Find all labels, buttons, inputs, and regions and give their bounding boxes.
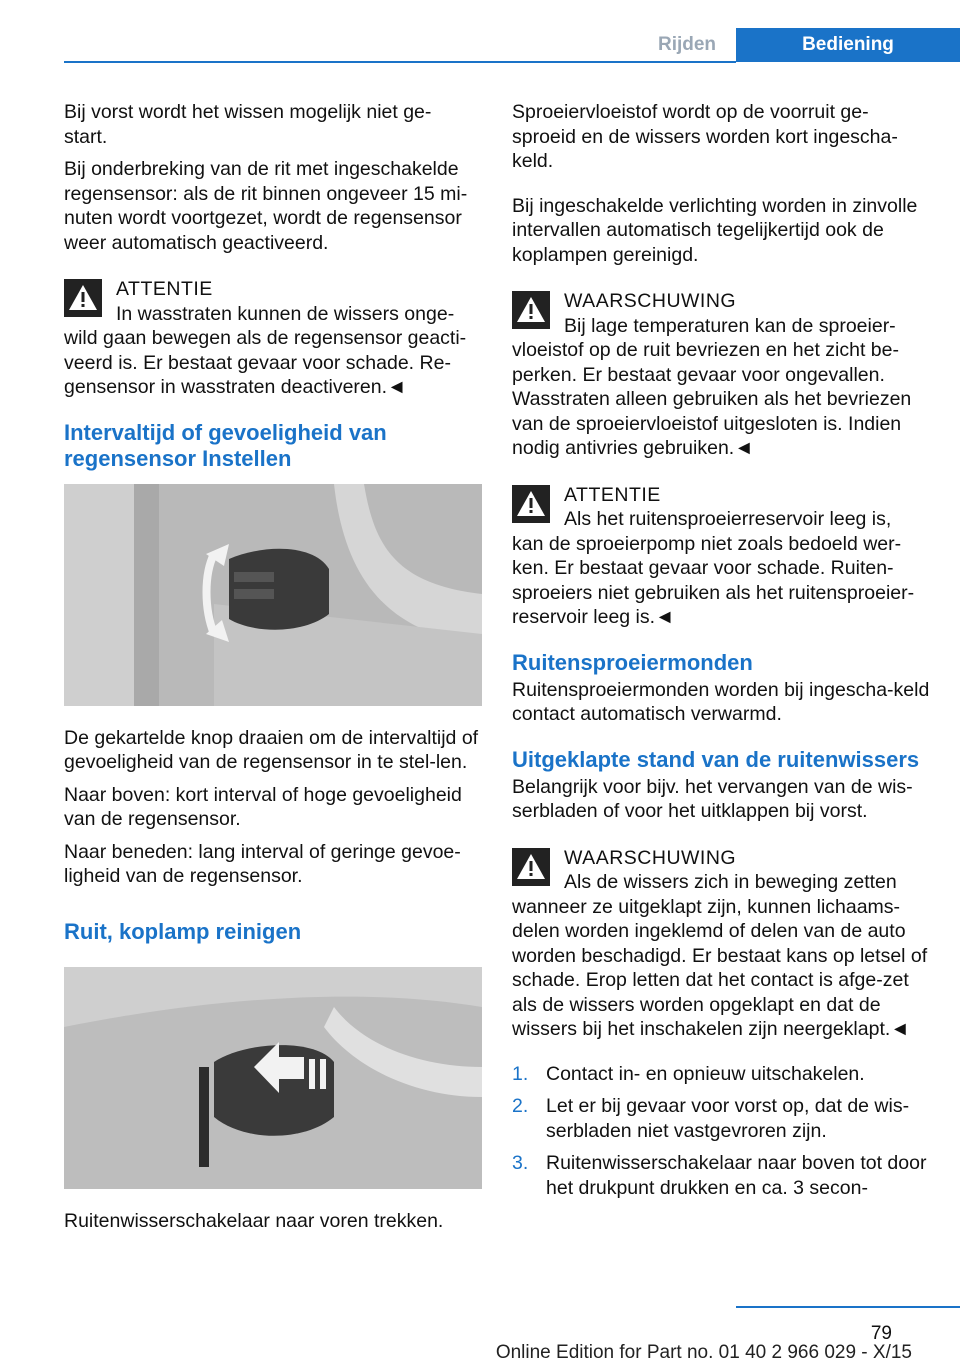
- warning-box: [64, 277, 482, 400]
- wiper-switch-pull-image: [64, 967, 482, 1189]
- step-number: 1.: [512, 1062, 529, 1085]
- warning-text: Als de wissers zich in beweging zetten: [564, 871, 897, 893]
- warning-text: In wasstraten kunnen de wissers onge-: [116, 302, 455, 325]
- paragraph: Belangrijk voor bijv. het vervangen van de wis-serbladen of voor het uitklappen bij vorst.: [512, 775, 913, 822]
- paragraph: Sproeiervloeistof wordt op de voorruit ge-sproeid en de wissers worden kort ingescha-keld.: [512, 101, 898, 172]
- paragraph: Naar boven: kort interval of hoge gevoeligheid van de regensensor.: [64, 783, 462, 830]
- edition-footer[interactable]: Online Edition for Part no. 01 40 2 966 029 - X/15: [495, 1342, 912, 1363]
- list-item: [512, 1151, 930, 1200]
- warning-text: wild gaan bewegen als de regensensor geacti-veerd is. Er bestaat gevaar voor schade. Re-gensensor in wasstraten deactiveren.◄: [64, 327, 467, 398]
- paragraph: Bij ingeschakelde verlichting worden in zinvolle intervallen automatisch tegelijkertijd ook de koplampen gereinigd.: [512, 194, 918, 266]
- step-text: Ruitenwisserschakelaar naar boven tot door het drukpunt drukken en ca. 3 secon-: [546, 1152, 927, 1199]
- step-text: Let er bij gevaar voor vorst op, dat de wis-serbladen niet vastgevroren zijn.: [546, 1095, 910, 1142]
- paragraph: Bij onderbreking van de rit met ingeschakelde regensensor: als de rit binnen ongeveer 15 mi-nuten wordt voortgezet, wordt de regensensor weer automatisch geactiveerd.: [64, 158, 468, 254]
- paragraph: De gekartelde knop draaien om de intervaltijd of gevoeligheid van de regensensor in te stel-len.: [64, 726, 479, 773]
- tab-rijden[interactable]: Rijden: [657, 33, 717, 55]
- tab-bediening[interactable]: Bediening: [736, 28, 960, 62]
- step-number: 2.: [512, 1095, 529, 1117]
- footer-divider: [736, 1306, 960, 1308]
- step-text: Contact in- en opnieuw uitschakelen.: [546, 1062, 865, 1085]
- warning-title: ATTENTIE: [564, 483, 661, 506]
- step-number: 3.: [512, 1152, 529, 1174]
- warning-text: Bij lage temperaturen kan de sproeier-: [564, 314, 896, 337]
- header-tabs: [638, 28, 960, 62]
- warning-box: [512, 483, 930, 630]
- warning-text: vloeistof op de ruit bevriezen en het zicht be-perken. Er bestaat gevaar voor ongevallen. Wasstraten alleen gebruiken als het bevriezen van de sproeiervloeistof uitgesloten is. Indien nodig antivries gebruiken.◄: [512, 339, 912, 459]
- warning-icon: [512, 848, 550, 886]
- paragraph: Bij vorst wordt het wissen mogelijk niet ge- start.: [64, 101, 432, 148]
- warning-icon: [512, 291, 550, 329]
- section-heading: Ruit, koplamp reinigen: [64, 918, 302, 944]
- warning-icon: [64, 279, 102, 317]
- steps-list: [512, 1062, 930, 1201]
- section-heading: Uitgeklapte stand van de ruitenwissers: [512, 746, 920, 772]
- warning-icon: [512, 485, 550, 523]
- warning-text: kan de sproeierpomp niet zoals bedoeld wer-ken. Er bestaat gevaar voor schade. Ruiten-sproeiers niet gebruiken als het ruitensproeier-reservoir leeg is.◄: [512, 532, 915, 628]
- warning-title: WAARSCHUWING: [564, 846, 737, 869]
- right-column: [512, 100, 930, 1208]
- page-number: 79: [870, 1323, 892, 1344]
- warning-box: [512, 846, 930, 1042]
- left-column: [64, 100, 482, 1241]
- warning-title: ATTENTIE: [116, 278, 213, 300]
- section-heading: Ruitensproeiermonden: [512, 649, 753, 675]
- warning-text: Als het ruitensproeierreservoir leeg is,: [564, 508, 892, 530]
- section-heading: Intervaltijd of gevoeligheid van regensensor Instellen: [64, 419, 387, 471]
- warning-title: WAARSCHUWING: [564, 290, 737, 312]
- header-divider: [64, 61, 736, 63]
- paragraph: Naar beneden: lang interval of geringe gevoe-ligheid van de regensensor.: [64, 840, 461, 887]
- paragraph: Ruitensproeiermonden worden bij ingescha-keld contact automatisch verwarmd.: [512, 678, 930, 725]
- list-item: [512, 1094, 930, 1143]
- warning-box: [512, 289, 930, 461]
- warning-text: wanneer ze uitgeklapt zijn, kunnen lichaams-delen worden ingeklemd of delen van de auto worden beschadigd. Er bestaat kans op letsel of schade. Erop letten dat het contact is afge-zet als de wissers worden opgeklapt en dat de wissers bij het inschakelen zijn neergeklapt.◄: [512, 895, 928, 1040]
- list-item: [512, 1062, 930, 1087]
- wiper-switch-interval-image: [64, 484, 482, 706]
- paragraph: Ruitenwisserschakelaar naar voren trekken.: [64, 1209, 444, 1232]
